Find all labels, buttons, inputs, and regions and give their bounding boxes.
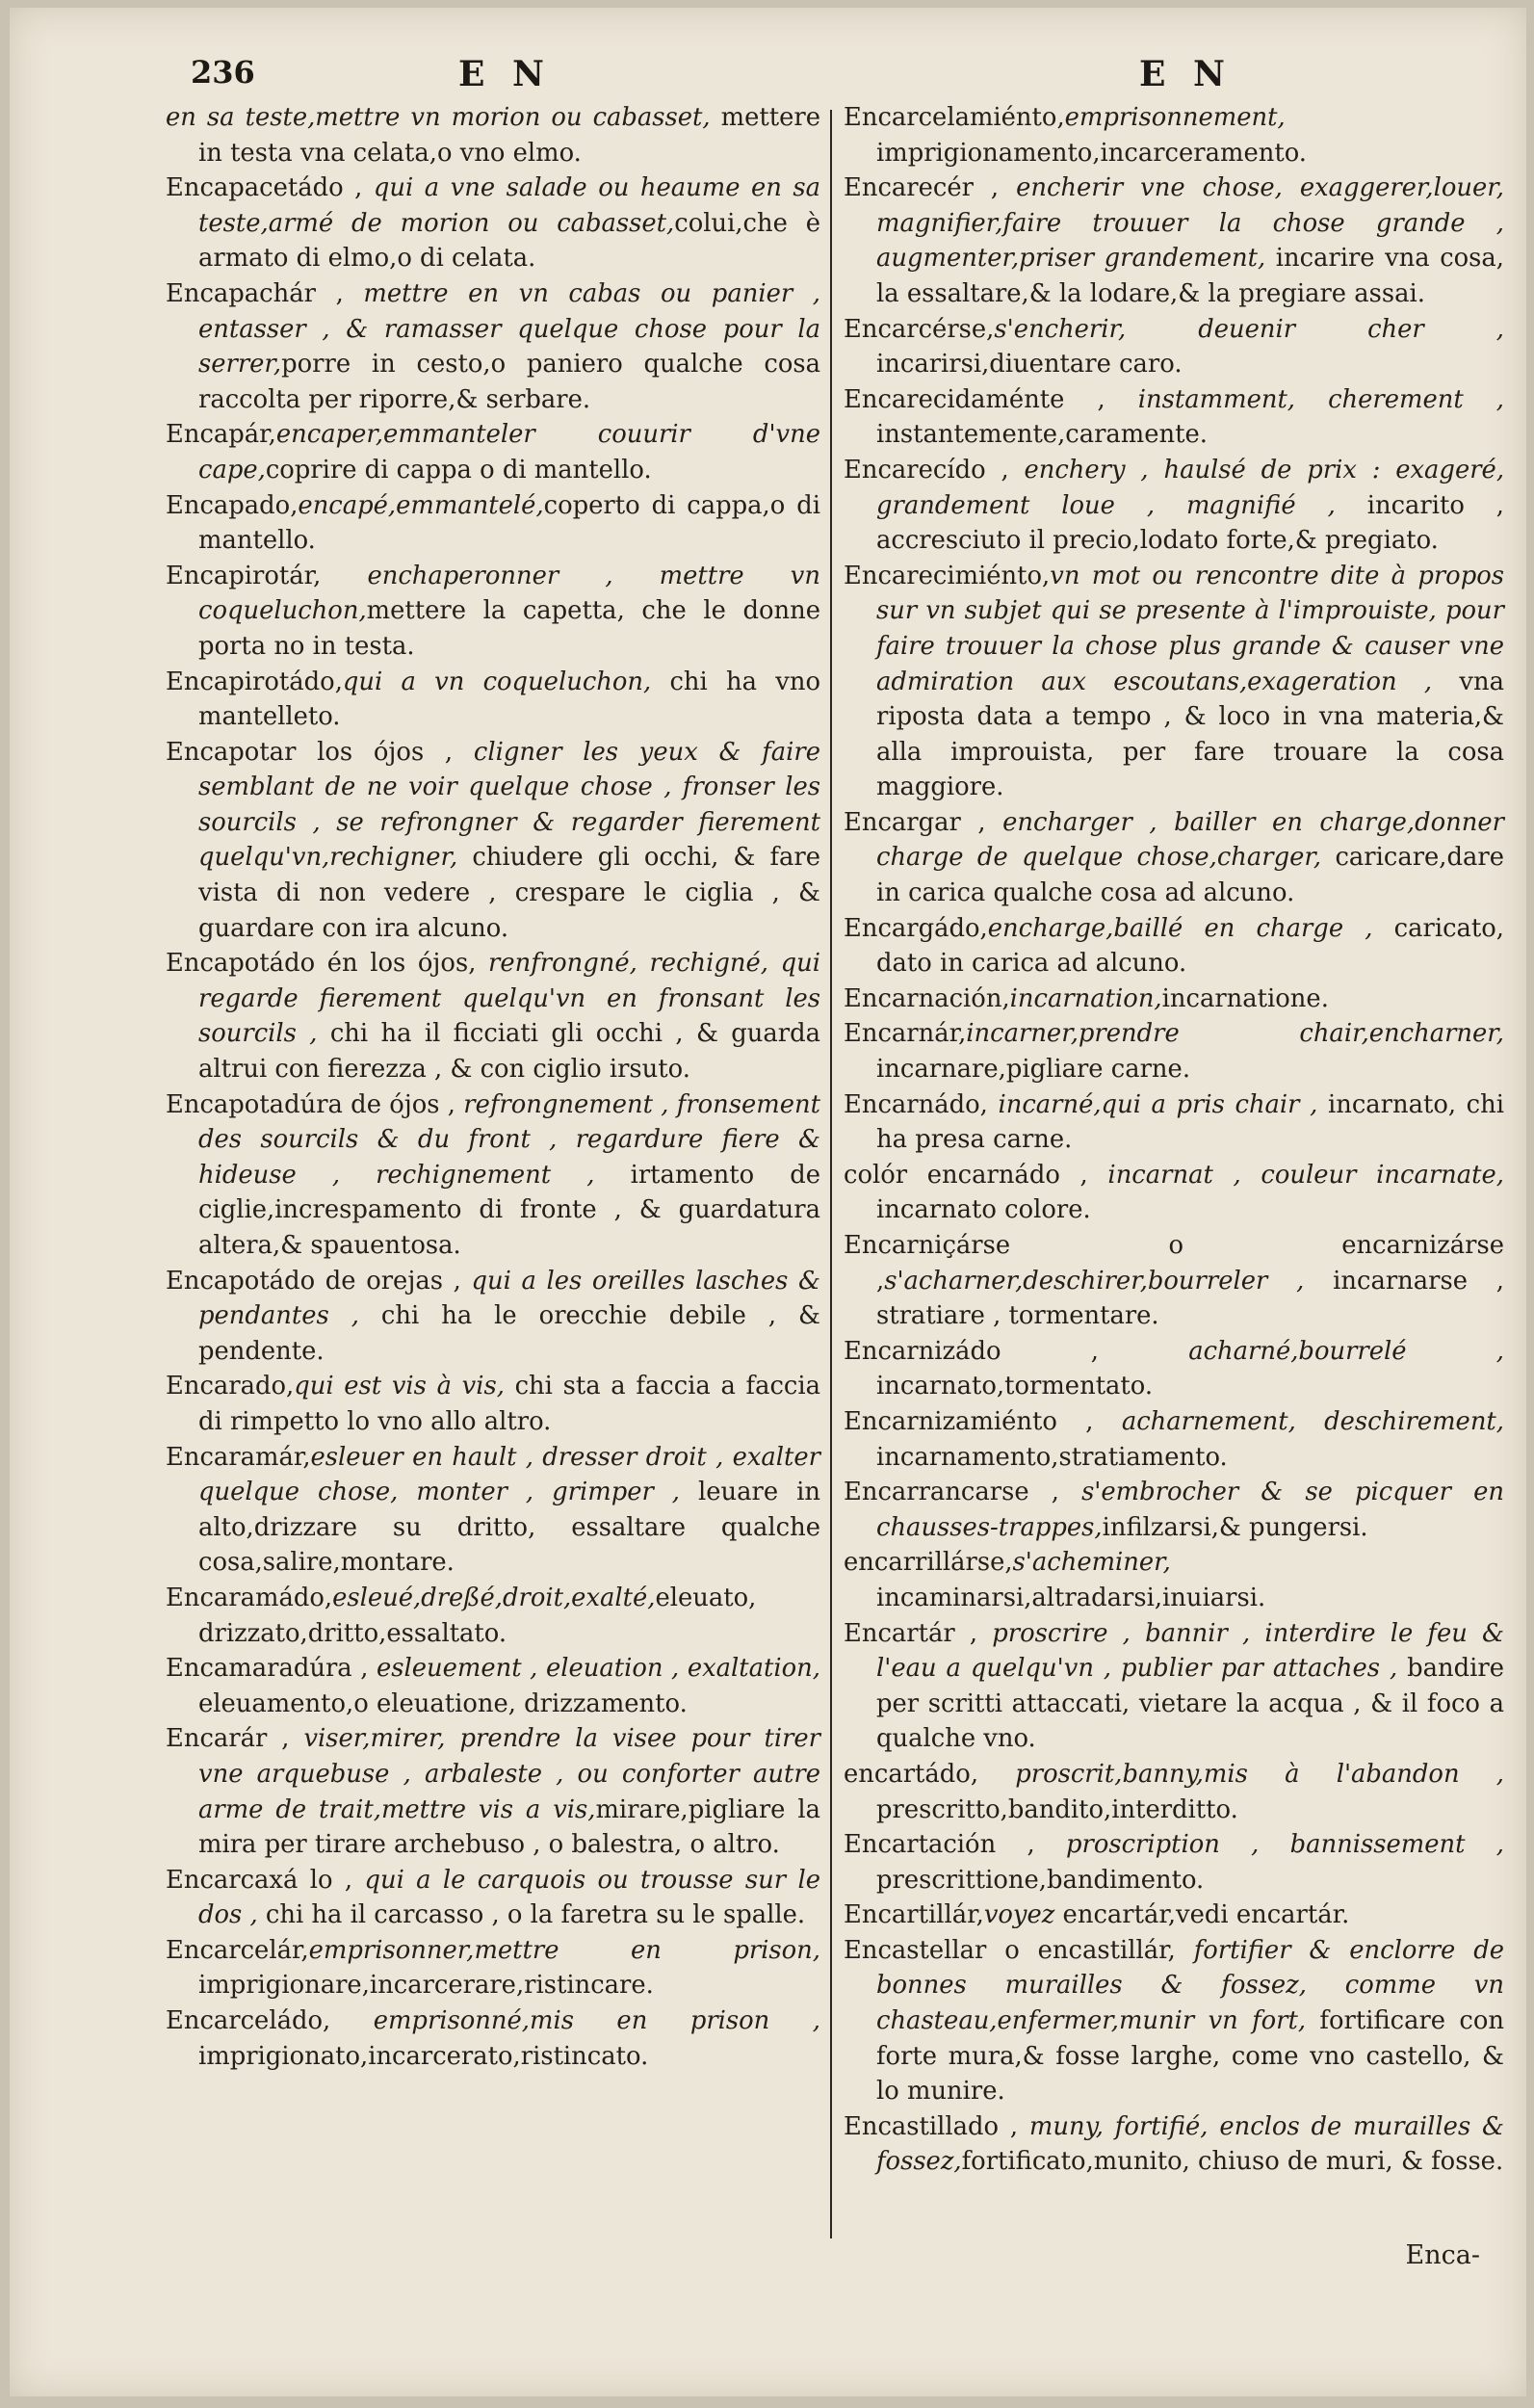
- entry-headword: Encarnizamiénto ,: [844, 1406, 1094, 1436]
- entry-headword: Encarado,: [166, 1372, 295, 1401]
- entry-french-gloss: fortifier & enclorre de bonnes murailles & fossez, comme vn chasteau,enfermer,munir vn fort,: [876, 1935, 1504, 2036]
- dictionary-entry: [166, 735, 820, 947]
- dictionary-entry: [166, 2003, 820, 2074]
- entry-french-gloss: s'embrocher & se picquer en chausses-trappes,: [876, 1478, 1504, 1542]
- dictionary-entry: [166, 665, 820, 735]
- entry-italian-gloss: chi ha vno mantelleto.: [198, 667, 820, 732]
- entry-italian-gloss: prescritto,bandito,interditto.: [876, 1794, 1238, 1824]
- dictionary-entry: [166, 276, 820, 417]
- entry-headword: Encartár ,: [844, 1618, 978, 1648]
- dictionary-entry: [844, 312, 1504, 382]
- entry-italian-gloss: instantemente,caramente.: [876, 420, 1208, 450]
- entry-headword: encartádo,: [844, 1759, 979, 1789]
- entry-italian-gloss: caricato, dato in carica ad alcuno.: [876, 913, 1505, 979]
- dictionary-entry: [844, 1404, 1504, 1475]
- dictionary-entry: [844, 982, 1504, 1017]
- dictionary-entry: [166, 1264, 820, 1370]
- entry-italian-gloss: infilzarsi,& pungersi.: [1102, 1512, 1368, 1542]
- entry-french-gloss: instamment, cherement ,: [1105, 384, 1504, 414]
- entry-italian-gloss: coprire di cappa o di mantello.: [265, 455, 652, 484]
- dictionary-entry: [166, 1721, 820, 1862]
- dictionary-entry: [844, 1228, 1504, 1334]
- entry-headword: Encaramár,: [166, 1442, 311, 1472]
- running-head-right: E N: [1139, 54, 1233, 94]
- entry-french-gloss: enchery , haulsé de prix : exageré, grandement loue , magnifié ,: [876, 455, 1505, 520]
- entry-italian-gloss: chi ha le orecchie debile , & pendente.: [198, 1301, 820, 1366]
- entry-french-gloss: qui a vne salade ou heaume en sa teste,armé de morion ou cabasset,: [198, 173, 820, 238]
- entry-headword: Encaramádo,: [166, 1583, 333, 1612]
- entry-french-gloss: proscription , bannissement ,: [1034, 1830, 1504, 1860]
- dictionary-entry: [844, 1616, 1504, 1757]
- entry-italian-gloss: chiudere gli occhi, & fare vista di non vedere , crespare le ciglia , & guardare con ira alcuno.: [198, 843, 820, 943]
- dictionary-entry: [166, 1581, 820, 1651]
- entry-italian-gloss: leuare in alto,drizzare su dritto, essaltare qualche cosa,salire,montare.: [198, 1478, 821, 1578]
- entry-french-gloss: enchaperonner , mettre vn coqueluchon,: [198, 561, 820, 626]
- entry-headword: Encapotádo de orejas ,: [166, 1266, 461, 1296]
- entry-italian-gloss: incarirsi,diuentare caro.: [876, 350, 1183, 380]
- dictionary-entry: [844, 1158, 1504, 1228]
- entry-headword: Encarnizádo ,: [844, 1336, 1099, 1366]
- dictionary-entry: [844, 559, 1504, 805]
- entry-headword: Encapirotádo,: [166, 667, 343, 696]
- entry-french-gloss: acharné,bourrelé ,: [1098, 1336, 1504, 1366]
- entry-french-gloss: s'acheminer,: [1012, 1548, 1171, 1578]
- entry-french-gloss: encaper,emmanteler couurir d'vne cape,: [198, 420, 820, 484]
- entry-italian-gloss: vna riposta data a tempo , & loco in vna materia,& alla improuista, per fare trouare la cosa maggiore.: [876, 667, 1504, 802]
- entry-french-gloss: viser,mirer, prendre la visee pour tirer vne arquebuse , arbaleste , ou conforter autre arme de trait,mettre vis a vis,: [198, 1724, 820, 1824]
- entry-french-gloss: encapé,emmantelé,: [298, 490, 544, 520]
- entry-headword: Encapotadúra de ójos ,: [166, 1089, 455, 1119]
- dictionary-entry: [844, 1087, 1504, 1158]
- entry-french-gloss: encherir vne chose, exaggerer,louer, magnifier,faire trouuer la chose grande , augmenter,priser grandement,: [876, 173, 1504, 274]
- dictionary-entry: [166, 100, 820, 170]
- catchword: Enca-: [1405, 2240, 1480, 2270]
- entry-headword: Encapotar los ójos ,: [166, 737, 454, 767]
- entry-italian-gloss: mettere la capetta, che le donne porta no in testa.: [198, 596, 820, 661]
- dictionary-entry: [166, 1933, 820, 2003]
- entry-headword: Encarrancarse ,: [844, 1478, 1059, 1507]
- entry-italian-gloss: incarnatione.: [1161, 983, 1329, 1013]
- dictionary-entry: [844, 1545, 1504, 1615]
- entry-headword: Encapár,: [166, 420, 276, 450]
- entry-headword: Encapirotár,: [166, 561, 322, 590]
- entry-headword: colór encarnádo ,: [844, 1160, 1088, 1190]
- entry-headword: Encarecér ,: [844, 173, 1000, 203]
- entry-french-gloss: incarnat , couleur incarnate,: [1087, 1160, 1504, 1190]
- entry-french-gloss: s'encherir, deuenir cher ,: [994, 314, 1504, 344]
- entry-italian-gloss: encartár,vedi encartár.: [1054, 1900, 1350, 1930]
- entry-italian-gloss: incarnare,pigliare carne.: [876, 1055, 1191, 1085]
- dictionary-entry: [166, 559, 820, 665]
- entry-headword: Encarecidaménte ,: [844, 384, 1105, 414]
- entry-french-gloss: s'acharner,deschirer,bourreler ,: [884, 1266, 1305, 1296]
- dictionary-entry: [166, 488, 820, 559]
- entry-french-gloss: emprisonné,mis en prison ,: [330, 2006, 820, 2036]
- entry-french-gloss: vn mot ou rencontre dite à propos sur vn subjet qui se presente à l'improuiste, pour faire trouuer la chose plus grande & causer vne admiration aux escoutans,exageration ,: [876, 561, 1504, 696]
- entry-italian-gloss: incarnato,tormentato.: [876, 1372, 1154, 1401]
- right-column: [844, 100, 1504, 2180]
- entry-french-gloss: esleuer en hault , dresser droit , exalter quelque chose, monter , grimper ,: [198, 1442, 820, 1507]
- entry-french-gloss: voyez: [983, 1900, 1055, 1930]
- entry-french-gloss: mettre en vn cabas ou panier , entasser , & ramasser quelque chose pour la serrer,: [198, 278, 820, 380]
- entry-french-gloss: emprisonner,mettre en prison,: [308, 1935, 820, 1965]
- entry-italian-gloss: irtamento de ciglie,increspamento di fronte , & guardatura altera,& spauentosa.: [198, 1160, 821, 1260]
- entry-headword: Encartación ,: [844, 1830, 1035, 1860]
- entry-italian-gloss: bandire per scritti attaccati, vietare la acqua , & il foco a qualche vno.: [876, 1654, 1504, 1754]
- entry-italian-gloss: eleuato, drizzato,dritto,essaltato.: [198, 1583, 757, 1648]
- entry-headword: Encarár ,: [166, 1724, 290, 1754]
- entry-french-gloss: emprisonnement,: [1064, 103, 1286, 132]
- entry-italian-gloss: coperto di cappa,o di mantello.: [198, 490, 820, 556]
- dictionary-entry: [844, 1757, 1504, 1827]
- dictionary-entry: [166, 170, 820, 276]
- entry-headword: encarrillárse,: [844, 1548, 1013, 1578]
- running-head-left: E N: [458, 54, 552, 94]
- entry-italian-gloss: incarnarse , stratiare , tormentare.: [876, 1266, 1504, 1331]
- entry-headword: Encarecimiénto,: [844, 561, 1051, 590]
- entry-headword: Encargar ,: [844, 807, 986, 837]
- entry-headword: Encapachár ,: [166, 278, 344, 308]
- dictionary-entry: [844, 100, 1504, 170]
- entry-french-gloss: qui a le carquois ou trousse sur le dos ,: [198, 1865, 820, 1930]
- entry-headword: Encarcérse,: [844, 314, 995, 344]
- entry-italian-gloss: mettere in testa vna celata,o vno elmo.: [198, 103, 820, 168]
- entry-italian-gloss: incarnato, chi ha presa carne.: [876, 1089, 1504, 1155]
- entry-italian-gloss: caricare,dare in carica qualche cosa ad alcuno.: [876, 843, 1504, 908]
- entry-french-gloss: renfrongné, rechigné, qui regarde fierement quelqu'vn en fronsant les sourcils ,: [198, 949, 820, 1049]
- entry-italian-gloss: porre in cesto,o paniero qualche cosa raccolta per riporre,& serbare.: [198, 350, 820, 414]
- dictionary-entry: [844, 1898, 1504, 1933]
- dictionary-entry: [844, 805, 1504, 911]
- entry-french-gloss: acharnement, deschirement,: [1093, 1406, 1504, 1436]
- dictionary-entry: [844, 1933, 1504, 2109]
- entry-italian-gloss: imprigionato,incarcerato,ristincato.: [198, 2041, 649, 2071]
- dictionary-entry: [166, 417, 820, 487]
- entry-french-gloss: refrongnement , fronsement des sourcils & du front , regardure fiere & hideuse , rechignement ,: [198, 1089, 820, 1190]
- entry-italian-gloss: fortificare con forte mura,& fosse larghe, come vno castello, & lo munire.: [876, 2006, 1504, 2107]
- entry-french-gloss: muny, fortifié, enclos de murailles & fossez,: [876, 2111, 1504, 2177]
- entry-italian-gloss: prescrittione,bandimento.: [876, 1865, 1205, 1895]
- entry-headword: Encarcelár,: [166, 1935, 309, 1965]
- dictionary-entry: [844, 2109, 1504, 2180]
- dictionary-page: [10, 8, 1526, 2396]
- entry-headword: Encapotádo én los ójos,: [166, 949, 477, 979]
- entry-headword: Encarnár,: [844, 1019, 967, 1049]
- dictionary-entry: [166, 1087, 820, 1264]
- entry-italian-gloss: eleuamento,o eleuatione, drizzamento.: [198, 1688, 688, 1718]
- entry-italian-gloss: chi ha il carcasso , o la faretra su le spalle.: [257, 1900, 806, 1930]
- entry-italian-gloss: incaminarsi,altradarsi,inuiarsi.: [876, 1583, 1266, 1612]
- entry-headword: Encarcelamiénto,: [844, 103, 1065, 132]
- dictionary-entry: [844, 453, 1504, 559]
- dictionary-entry: [844, 1016, 1504, 1086]
- entry-french-gloss: en sa teste,mettre vn morion ou cabasset,: [166, 103, 711, 132]
- entry-french-gloss: qui a les oreilles lasches & pendantes ,: [198, 1266, 821, 1331]
- entry-headword: Encartillár,: [844, 1900, 984, 1930]
- entry-french-gloss: proscrire , bannir , interdire le feu & l'eau a quelqu'vn , publier par attaches ,: [876, 1618, 1504, 1684]
- page-header: [10, 50, 1526, 98]
- column-divider: [830, 110, 832, 2238]
- entry-italian-gloss: imprigionare,incarcerare,ristincare.: [198, 1971, 654, 2001]
- entry-headword: Encarnación,: [844, 983, 1010, 1013]
- entry-italian-gloss: incarire vna cosa, la essaltare,& la lodare,& la pregiare assai.: [876, 244, 1504, 308]
- entry-french-gloss: incarné,qui a pris chair ,: [987, 1089, 1318, 1119]
- entry-headword: Encarcaxá lo ,: [166, 1865, 353, 1895]
- dictionary-entry: [844, 1827, 1504, 1898]
- entry-french-gloss: qui est vis à vis,: [294, 1372, 505, 1401]
- entry-headword: Encarnádo,: [844, 1089, 988, 1119]
- dictionary-entry: [844, 170, 1504, 311]
- dictionary-entry: [166, 946, 820, 1086]
- entry-headword: Encarceládo,: [166, 2006, 331, 2036]
- entry-french-gloss: encharge,baillé en charge ,: [987, 913, 1373, 943]
- left-column: [166, 100, 820, 2074]
- entry-italian-gloss: incarnato colore.: [876, 1195, 1091, 1225]
- dictionary-entry: [844, 911, 1504, 982]
- entry-italian-gloss: imprigionamento,incarceramento.: [876, 138, 1307, 168]
- entry-french-gloss: proscrit,banny,mis à l'abandon ,: [978, 1759, 1504, 1789]
- entry-french-gloss: encharger , bailler en charge,donner charge de quelque chose,charger,: [876, 807, 1504, 873]
- entry-italian-gloss: mirare,pigliare la mira per tirare archebuso , o balestra, o altro.: [198, 1794, 820, 1860]
- dictionary-entry: [166, 1863, 820, 1933]
- entry-headword: Encarecído ,: [844, 455, 1009, 484]
- entry-french-gloss: incarnation,: [1009, 983, 1162, 1013]
- dictionary-entry: [844, 1334, 1504, 1404]
- entry-headword: Encapacetádo ,: [166, 173, 363, 203]
- entry-headword: Encapado,: [166, 490, 299, 520]
- entry-french-gloss: esleuement , eleuation , exaltation,: [368, 1654, 820, 1684]
- entry-italian-gloss: fortificato,munito, chiuso de muri, & fosse.: [961, 2147, 1504, 2177]
- dictionary-entry: [166, 1651, 820, 1721]
- entry-headword: Encamaradúra ,: [166, 1654, 369, 1684]
- entry-italian-gloss: incarito , accresciuto il precio,lodato forte,& pregiato.: [876, 490, 1504, 556]
- dictionary-entry: [844, 382, 1504, 453]
- entry-italian-gloss: incarnamento,stratiamento.: [876, 1442, 1228, 1472]
- page-number: 236: [191, 54, 255, 91]
- entry-headword: Encastillado ,: [844, 2111, 1019, 2141]
- dictionary-entry: [166, 1440, 820, 1581]
- entry-italian-gloss: colui,che è armato di elmo,o di celata.: [198, 208, 820, 274]
- entry-french-gloss: qui a vn coqueluchon,: [342, 667, 652, 696]
- entry-italian-gloss: chi ha il ficciati gli occhi , & guarda altrui con fierezza , & con ciglio irsuto.: [198, 1019, 820, 1085]
- entry-french-gloss: cligner les yeux & faire semblant de ne voir quelque chose , fronser les sourcils , se refrongner & regarder fierement quelqu'vn,rechigner,: [198, 737, 820, 873]
- dictionary-entry: [166, 1369, 820, 1439]
- entry-french-gloss: esleué,dreßé,droit,exalté,: [332, 1583, 656, 1612]
- entry-italian-gloss: chi sta a faccia a faccia di rimpetto lo vno allo altro.: [198, 1372, 820, 1436]
- entry-headword: Encarniçárse o encarnizárse ,: [844, 1231, 1504, 1296]
- entry-french-gloss: incarner,prendre chair,encharner,: [966, 1019, 1504, 1049]
- dictionary-entry: [844, 1475, 1504, 1545]
- entry-headword: Encargádo,: [844, 913, 988, 943]
- entry-headword: Encastellar o encastillár,: [844, 1935, 1176, 1965]
